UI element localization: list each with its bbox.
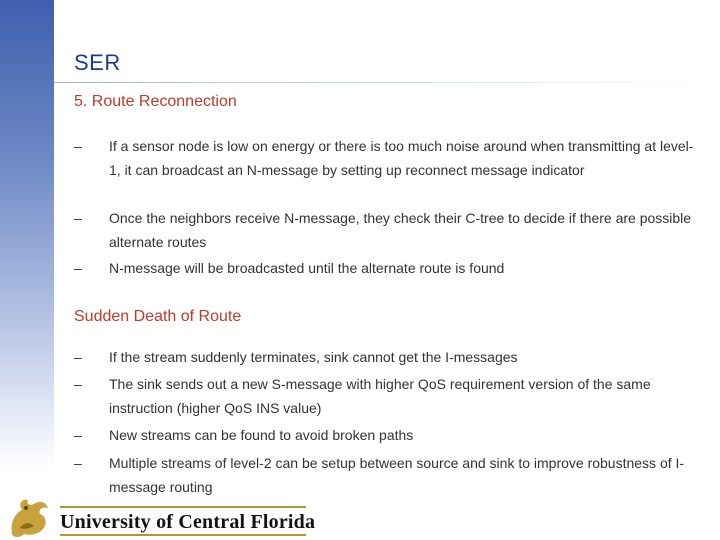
- university-name: University of Central Florida: [60, 511, 316, 533]
- dash-bullet: –: [74, 455, 82, 471]
- bullet-text: Multiple streams of level-2 can be setup between source and sink to improve robustness of I-message routing: [109, 455, 685, 495]
- slide-title: SER: [74, 50, 121, 75]
- bullet-text: If the stream suddenly terminates, sink cannot get the I-messages: [109, 349, 518, 365]
- bullet-text: If a sensor node is low on energy or there is too much noise around when transmitting at level-1, it can broadcast an N-message by setting up reconnect message indicator: [109, 138, 694, 178]
- section-heading-route-reconnection: 5. Route Reconnection: [74, 93, 237, 110]
- dash-bullet: –: [74, 260, 82, 276]
- bullet-text: The sink sends out a new S-message with higher QoS requirement version of the same instruction (higher QoS INS value): [109, 376, 651, 416]
- footer-gold-line-top: [60, 506, 306, 508]
- dash-bullet: –: [74, 376, 82, 392]
- left-accent-bar: [0, 0, 54, 470]
- title-divider: [54, 82, 720, 83]
- footer-gold-line-bottom: [60, 534, 306, 536]
- footer-branding: [0, 494, 330, 540]
- dash-bullet: –: [74, 349, 82, 365]
- bullet-text: New streams can be found to avoid broken paths: [109, 427, 414, 443]
- dash-bullet: –: [74, 427, 82, 443]
- bullet-text: N-message will be broadcasted until the alternate route is found: [109, 260, 505, 276]
- dash-bullet: –: [74, 138, 82, 154]
- section-heading-sudden-death: Sudden Death of Route: [74, 308, 242, 325]
- bullet-text: Once the neighbors receive N-message, they check their C-tree to decide if there are possible alternate routes: [109, 210, 692, 250]
- dash-bullet: –: [74, 210, 82, 226]
- pegasus-logo-icon: [6, 494, 52, 540]
